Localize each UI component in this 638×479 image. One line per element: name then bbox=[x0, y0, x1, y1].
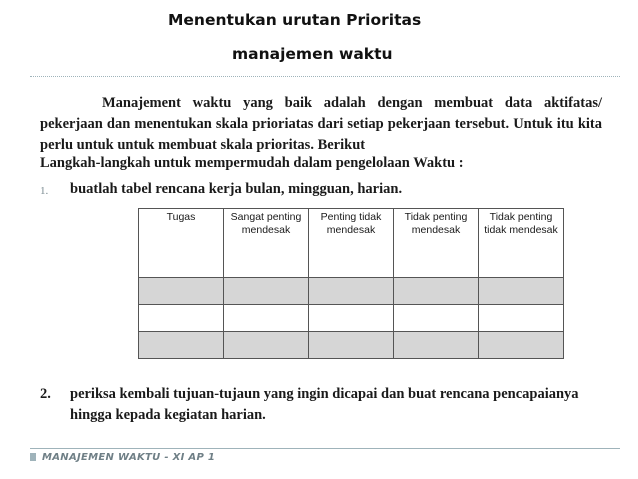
table-header-cell: Tidak penting mendesak bbox=[394, 209, 479, 278]
table-cell bbox=[479, 278, 564, 305]
slide-title-line-1: Menentukan urutan Prioritas bbox=[168, 11, 422, 29]
table-cell bbox=[139, 332, 224, 359]
work-plan-table bbox=[138, 208, 564, 359]
step-text-1: buatlah tabel rencana kerja bulan, mingguan, harian. bbox=[70, 181, 403, 197]
table-cell bbox=[139, 278, 224, 305]
table-cell bbox=[309, 332, 394, 359]
title-divider bbox=[30, 76, 620, 77]
table-cell bbox=[479, 332, 564, 359]
intro-paragraph-text: Manajement waktu yang baik adalah dengan membuat data aktifatas/ pekerjaan dan menentukan skala prioriatas dari setiap pekerjaan tersebut. Untuk itu kita perlu untuk untuk membuat skala prioritas. Berikut bbox=[40, 95, 602, 153]
intro-paragraph bbox=[40, 93, 602, 156]
table-cell bbox=[224, 278, 309, 305]
table-cell bbox=[309, 305, 394, 332]
footer-marker-icon bbox=[30, 453, 36, 461]
table-cell bbox=[139, 305, 224, 332]
slide-title-line-2: manajemen waktu bbox=[232, 45, 393, 63]
footer bbox=[30, 452, 215, 463]
table-header-cell: Tugas bbox=[139, 209, 224, 278]
table-cell bbox=[309, 278, 394, 305]
table-header-cell: Sangat penting mendesak bbox=[224, 209, 309, 278]
table-cell bbox=[224, 332, 309, 359]
table-row bbox=[139, 305, 564, 332]
table-cell bbox=[394, 305, 479, 332]
step-text-2: periksa kembali tujuan-tujaun yang ingin dicapai dan buat rencana pencapaianya hingga kepada kegiatan harian. bbox=[70, 386, 579, 423]
table-header-row bbox=[139, 209, 564, 278]
table-row bbox=[139, 278, 564, 305]
table-header-cell: Tidak penting tidak mendesak bbox=[479, 209, 564, 278]
table-cell bbox=[394, 278, 479, 305]
step-number-1: 1. bbox=[40, 185, 49, 197]
step-number-2: 2. bbox=[40, 386, 51, 402]
steps-lead: Langkah-langkah untuk mempermudah dalam pengelolaan Waktu : bbox=[40, 155, 464, 171]
table-cell bbox=[479, 305, 564, 332]
table-row bbox=[139, 332, 564, 359]
table-header-cell: Penting tidak mendesak bbox=[309, 209, 394, 278]
footer-text: MANAJEMEN WAKTU - XI AP 1 bbox=[42, 452, 216, 463]
table-cell bbox=[394, 332, 479, 359]
footer-divider bbox=[30, 448, 620, 449]
table-cell bbox=[224, 305, 309, 332]
